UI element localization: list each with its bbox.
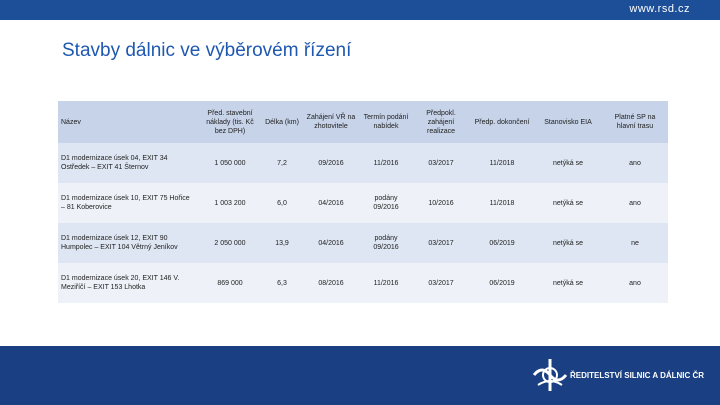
cell-tender-start: 04/2016 bbox=[302, 183, 360, 223]
table-row bbox=[58, 263, 668, 303]
table-header-row bbox=[58, 101, 668, 143]
cell-tender-start: 04/2016 bbox=[302, 223, 360, 263]
page-title: Stavby dálnic ve výběrovém řízení bbox=[62, 40, 352, 61]
cell-construction-start: 03/2017 bbox=[412, 263, 470, 303]
table-row bbox=[58, 143, 668, 183]
cell-tender-start: 08/2016 bbox=[302, 263, 360, 303]
cell-building-permit: ano bbox=[602, 183, 668, 223]
cell-eia: netýká se bbox=[534, 183, 602, 223]
cell-building-permit: ano bbox=[602, 263, 668, 303]
cell-cost: 2 050 000 bbox=[198, 223, 262, 263]
highway-interchange-icon bbox=[530, 355, 570, 395]
column-header-name: Název bbox=[58, 101, 198, 143]
column-header-bid-deadline: Termín podání nabídek bbox=[360, 101, 412, 143]
column-header-building-permit: Platné SP na hlavní trasu bbox=[602, 101, 668, 143]
cell-bid-deadline: 11/2016 bbox=[360, 263, 412, 303]
column-header-construction-start: Předpokl. zahájení realizace bbox=[412, 101, 470, 143]
top-bar bbox=[0, 0, 720, 20]
cell-eia: netýká se bbox=[534, 263, 602, 303]
cell-completion: 06/2019 bbox=[470, 263, 534, 303]
cell-cost: 869 000 bbox=[198, 263, 262, 303]
website-url[interactable]: www.rsd.cz bbox=[629, 3, 690, 15]
cell-completion: 11/2018 bbox=[470, 183, 534, 223]
cell-cost: 1 050 000 bbox=[198, 143, 262, 183]
cell-eia: netýká se bbox=[534, 143, 602, 183]
cell-construction-start: 03/2017 bbox=[412, 223, 470, 263]
organization-name: ŘEDITELSTVÍ SILNIC A DÁLNIC ČR bbox=[570, 371, 705, 380]
cell-completion: 11/2018 bbox=[470, 143, 534, 183]
table-row bbox=[58, 183, 668, 223]
cell-name: D1 modernizace úsek 04, EXIT 34 Ostředek – EXIT 41 Šternov bbox=[58, 143, 198, 183]
cell-construction-start: 10/2016 bbox=[412, 183, 470, 223]
table-row bbox=[58, 223, 668, 263]
column-header-completion: Předp. dokončení bbox=[470, 101, 534, 143]
cell-building-permit: ano bbox=[602, 143, 668, 183]
column-header-length: Délka (km) bbox=[262, 101, 302, 143]
cell-name: D1 modernizace úsek 12, EXIT 90 Humpolec – EXIT 104 Větrný Jeníkov bbox=[58, 223, 198, 263]
cell-name: D1 modernizace úsek 20, EXIT 146 V. Meziříčí – EXIT 153 Lhotka bbox=[58, 263, 198, 303]
cell-length: 13,9 bbox=[262, 223, 302, 263]
cell-bid-deadline: 11/2016 bbox=[360, 143, 412, 183]
tender-table-container bbox=[58, 101, 668, 303]
column-header-tender-start: Zahájení VŘ na zhotovitele bbox=[302, 101, 360, 143]
cell-length: 6,0 bbox=[262, 183, 302, 223]
cell-construction-start: 03/2017 bbox=[412, 143, 470, 183]
cell-tender-start: 09/2016 bbox=[302, 143, 360, 183]
cell-bid-deadline: podány 09/2016 bbox=[360, 183, 412, 223]
cell-bid-deadline: podány 09/2016 bbox=[360, 223, 412, 263]
tender-table bbox=[58, 101, 668, 303]
cell-cost: 1 003 200 bbox=[198, 183, 262, 223]
cell-name: D1 modernizace úsek 10, EXIT 75 Hořice – 81 Koberovice bbox=[58, 183, 198, 223]
cell-building-permit: ne bbox=[602, 223, 668, 263]
column-header-eia: Stanovisko EIA bbox=[534, 101, 602, 143]
column-header-cost: Před. stavební náklady (tis. Kč bez DPH) bbox=[198, 101, 262, 143]
cell-length: 6,3 bbox=[262, 263, 302, 303]
cell-length: 7,2 bbox=[262, 143, 302, 183]
cell-completion: 06/2019 bbox=[470, 223, 534, 263]
cell-eia: netýká se bbox=[534, 223, 602, 263]
